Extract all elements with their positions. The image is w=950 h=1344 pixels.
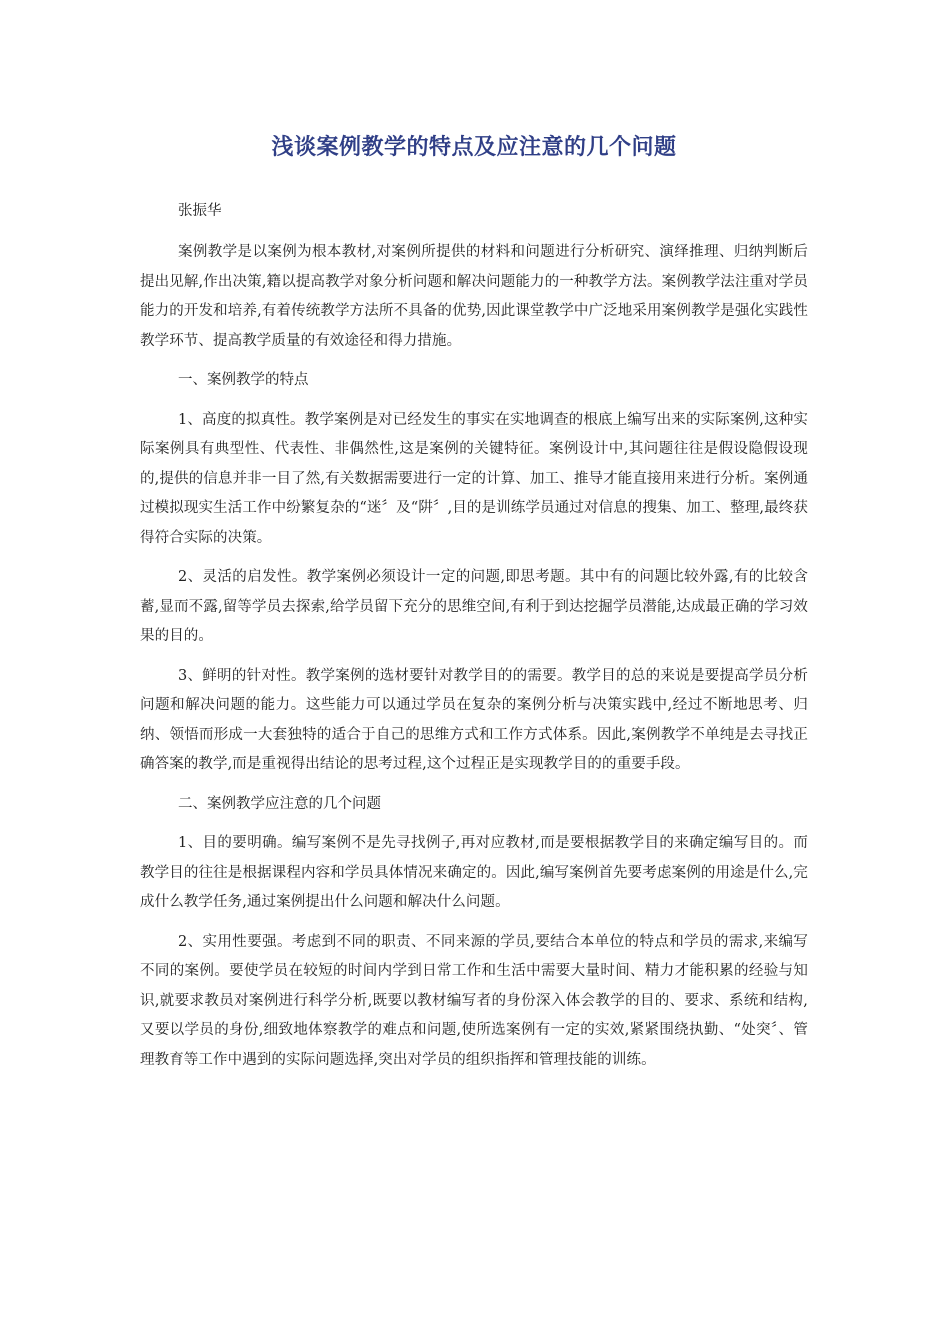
section-1-paragraph-1: 1、高度的拟真性。教学案例是对已经发生的事实在实地调查的根底上编写出来的实际案例,这种实际案例具有典型性、代表性、非偶然性,这是案例的关键特征。案例设计中,其问题往往是假设隐假设现的,提供的信息并非一目了然,有关数据需要进行一定的计算、加工、推导才能直接用来进行分析。案例通过模拟现实生活工作中纷繁复杂的“迷〞及“阱〞,目的是训练学员通过对信息的搜集、加工、整理,最终获得符合实际的决策。 xyxy=(140,411,808,546)
section-2-paragraph-2: 2、实用性要强。考虑到不同的职责、不同来源的学员,要结合本单位的特点和学员的需求,来编写不同的案例。要使学员在较短的时间内学到日常工作和生活中需要大量时间、精力才能积累的经验与知识,就要求教员对案例进行科学分析,既要以教材编写者的身份深入体会教学的目的、要求、系统和结构,又要以学员的身份,细致地体察教学的难点和问题,使所选案例有一定的实效,紧紧围绕执勤、“处突〞、管理教育等工作中遇到的实际问题选择,突出对学员的组织指挥和管理技能的训练。 xyxy=(140,933,808,1068)
section-1-heading: 一、案例教学的特点 xyxy=(178,372,309,388)
document-title: 浅谈案例教学的特点及应注意的几个问题 xyxy=(271,135,677,160)
section-2-paragraph-1: 1、目的要明确。编写案例不是先寻找例子,再对应教材,而是要根据教学目的来确定编写目的。而教学目的往往是根据课程内容和学员具体情况来确定的。因此,编写案例首先要考虑案例的用途是什么,完成什么教学任务,通过案例提出什么问题和解决什么问题。 xyxy=(140,835,808,910)
author-name: 张振华 xyxy=(178,203,222,219)
section-2-heading: 二、案例教学应注意的几个问题 xyxy=(178,795,381,812)
section-1-paragraph-2: 2、灵活的启发性。教学案例必须设计一定的问题,即思考题。其中有的问题比较外露,有的比较含蓄,显而不露,留等学员去探索,给学员留下充分的思维空间,有利于到达挖掘学员潜能,达成最正确的学习效果的目的。 xyxy=(140,569,808,644)
document-page xyxy=(140,128,808,1085)
intro-paragraph: 案例教学是以案例为根本教材,对案例所提供的材料和问题进行分析研究、演绎推理、归纳判断后提出见解,作出决策,籍以提高教学对象分析问题和解决问题能力的一种教学方法。案例教学法注重对学员能力的开发和培养,有着传统教学方法所不具备的优势,因此课堂教学中广泛地采用案例教学是强化实践性教学环节、提高教学质量的有效途径和得力措施。 xyxy=(140,244,808,349)
section-1-paragraph-3: 3、鲜明的针对性。教学案例的选材要针对教学目的的需要。教学目的总的来说是要提高学员分析问题和解决问题的能力。这些能力可以通过学员在复杂的案例分析与决策实践中,经过不断地思考、归纳、领悟而形成一大套独特的适合于自己的思维方式和工作方式体系。因此,案例教学不单纯是去寻找正确答案的教学,而是重视得出结论的思考过程,这个过程正是实现教学目的的重要手段。 xyxy=(140,667,808,772)
